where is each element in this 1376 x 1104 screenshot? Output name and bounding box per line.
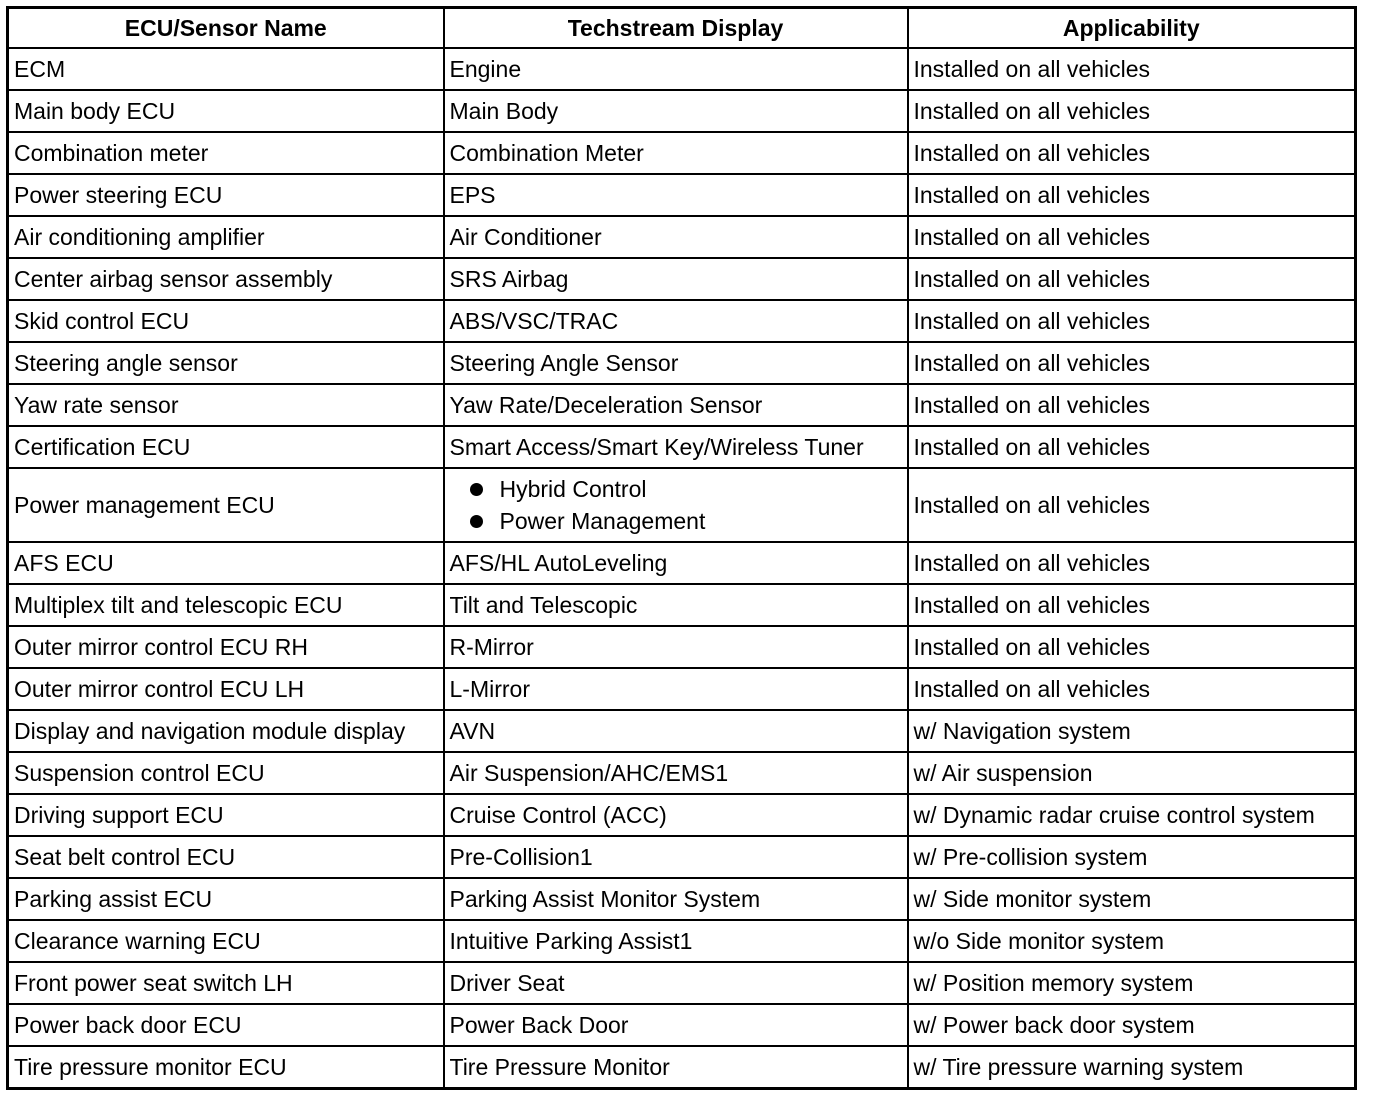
- techstream-display-cell: ABS/VSC/TRAC: [444, 300, 908, 342]
- techstream-display-cell: Cruise Control (ACC): [444, 794, 908, 836]
- table-row: [8, 836, 1356, 878]
- applicability-cell: Installed on all vehicles: [908, 90, 1356, 132]
- ecu-name-cell: Power management ECU: [8, 468, 444, 542]
- applicability-cell: Installed on all vehicles: [908, 48, 1356, 90]
- table-row: [8, 132, 1356, 174]
- ecu-name-cell: Combination meter: [8, 132, 444, 174]
- applicability-cell: Installed on all vehicles: [908, 542, 1356, 584]
- techstream-display-cell: EPS: [444, 174, 908, 216]
- applicability-cell: w/ Power back door system: [908, 1004, 1356, 1046]
- table-row: [8, 216, 1356, 258]
- techstream-display-cell: Power Back Door: [444, 1004, 908, 1046]
- list-item-label: Power Management: [499, 508, 706, 534]
- ecu-name-cell: Power steering ECU: [8, 174, 444, 216]
- techstream-display-cell: Tire Pressure Monitor: [444, 1046, 908, 1089]
- techstream-display-cell: L-Mirror: [444, 668, 908, 710]
- applicability-cell: w/o Side monitor system: [908, 920, 1356, 962]
- table-header-row: [8, 8, 1356, 49]
- ecu-name-cell: Outer mirror control ECU RH: [8, 626, 444, 668]
- techstream-display-cell: Pre-Collision1: [444, 836, 908, 878]
- applicability-cell: Installed on all vehicles: [908, 626, 1356, 668]
- table-row: [8, 468, 1356, 542]
- ecu-name-cell: Outer mirror control ECU LH: [8, 668, 444, 710]
- ecu-name-cell: Main body ECU: [8, 90, 444, 132]
- applicability-cell: w/ Air suspension: [908, 752, 1356, 794]
- techstream-display-cell: Engine: [444, 48, 908, 90]
- applicability-cell: Installed on all vehicles: [908, 584, 1356, 626]
- ecu-name-cell: Steering angle sensor: [8, 342, 444, 384]
- table-row: [8, 626, 1356, 668]
- table-row: [8, 542, 1356, 584]
- techstream-display-cell: R-Mirror: [444, 626, 908, 668]
- ecu-name-cell: Air conditioning amplifier: [8, 216, 444, 258]
- table-row: [8, 668, 1356, 710]
- ecu-name-cell: Seat belt control ECU: [8, 836, 444, 878]
- table-row: [8, 752, 1356, 794]
- techstream-display-cell: Yaw Rate/Deceleration Sensor: [444, 384, 908, 426]
- table-row: [8, 48, 1356, 90]
- techstream-display-cell: Steering Angle Sensor: [444, 342, 908, 384]
- techstream-display-cell: Parking Assist Monitor System: [444, 878, 908, 920]
- techstream-display-cell: AVN: [444, 710, 908, 752]
- techstream-display-cell: Air Conditioner: [444, 216, 908, 258]
- ecu-name-cell: Parking assist ECU: [8, 878, 444, 920]
- techstream-display-cell: AFS/HL AutoLeveling: [444, 542, 908, 584]
- ecu-name-cell: Driving support ECU: [8, 794, 444, 836]
- applicability-cell: Installed on all vehicles: [908, 258, 1356, 300]
- table-row: [8, 710, 1356, 752]
- list-item-label: Hybrid Control: [499, 476, 647, 502]
- applicability-cell: w/ Side monitor system: [908, 878, 1356, 920]
- list-item: [470, 505, 902, 537]
- applicability-cell: Installed on all vehicles: [908, 174, 1356, 216]
- table-row: [8, 962, 1356, 1004]
- applicability-cell: Installed on all vehicles: [908, 216, 1356, 258]
- table-row: [8, 1046, 1356, 1089]
- table-row: [8, 584, 1356, 626]
- ecu-name-cell: AFS ECU: [8, 542, 444, 584]
- applicability-cell: w/ Pre-collision system: [908, 836, 1356, 878]
- table-row: [8, 258, 1356, 300]
- ecu-name-cell: Tire pressure monitor ECU: [8, 1046, 444, 1089]
- techstream-display-cell: Combination Meter: [444, 132, 908, 174]
- ecu-sensor-table: [6, 6, 1357, 1090]
- header-techstream-display: Techstream Display: [444, 8, 908, 49]
- applicability-cell: w/ Tire pressure warning system: [908, 1046, 1356, 1089]
- applicability-cell: Installed on all vehicles: [908, 342, 1356, 384]
- applicability-cell: w/ Position memory system: [908, 962, 1356, 1004]
- table-row: [8, 300, 1356, 342]
- techstream-display-cell: [444, 468, 908, 542]
- ecu-name-cell: Clearance warning ECU: [8, 920, 444, 962]
- ecu-name-cell: ECM: [8, 48, 444, 90]
- table-row: [8, 342, 1356, 384]
- ecu-name-cell: Certification ECU: [8, 426, 444, 468]
- ecu-name-cell: Center airbag sensor assembly: [8, 258, 444, 300]
- techstream-display-cell: Driver Seat: [444, 962, 908, 1004]
- ecu-name-cell: Front power seat switch LH: [8, 962, 444, 1004]
- ecu-name-cell: Skid control ECU: [8, 300, 444, 342]
- applicability-cell: w/ Navigation system: [908, 710, 1356, 752]
- applicability-cell: Installed on all vehicles: [908, 426, 1356, 468]
- applicability-cell: Installed on all vehicles: [908, 300, 1356, 342]
- table-row: [8, 920, 1356, 962]
- ecu-name-cell: Display and navigation module display: [8, 710, 444, 752]
- techstream-display-list: [450, 473, 902, 537]
- applicability-cell: Installed on all vehicles: [908, 468, 1356, 542]
- techstream-display-cell: Smart Access/Smart Key/Wireless Tuner: [444, 426, 908, 468]
- table-row: [8, 174, 1356, 216]
- bullet-icon: [470, 515, 483, 528]
- list-item: [470, 473, 902, 505]
- table-row: [8, 794, 1356, 836]
- ecu-name-cell: Yaw rate sensor: [8, 384, 444, 426]
- applicability-cell: Installed on all vehicles: [908, 668, 1356, 710]
- table-row: [8, 90, 1356, 132]
- table-row: [8, 384, 1356, 426]
- applicability-cell: Installed on all vehicles: [908, 132, 1356, 174]
- techstream-display-cell: Air Suspension/AHC/EMS1: [444, 752, 908, 794]
- header-ecu-sensor-name: ECU/Sensor Name: [8, 8, 444, 49]
- techstream-display-cell: Intuitive Parking Assist1: [444, 920, 908, 962]
- applicability-cell: w/ Dynamic radar cruise control system: [908, 794, 1356, 836]
- header-applicability: Applicability: [908, 8, 1356, 49]
- techstream-display-cell: SRS Airbag: [444, 258, 908, 300]
- bullet-icon: [470, 483, 483, 496]
- techstream-display-cell: Main Body: [444, 90, 908, 132]
- ecu-name-cell: Suspension control ECU: [8, 752, 444, 794]
- table-body: [8, 48, 1356, 1089]
- table-row: [8, 1004, 1356, 1046]
- techstream-display-cell: Tilt and Telescopic: [444, 584, 908, 626]
- table-row: [8, 878, 1356, 920]
- table-row: [8, 426, 1356, 468]
- ecu-name-cell: Multiplex tilt and telescopic ECU: [8, 584, 444, 626]
- applicability-cell: Installed on all vehicles: [908, 384, 1356, 426]
- ecu-name-cell: Power back door ECU: [8, 1004, 444, 1046]
